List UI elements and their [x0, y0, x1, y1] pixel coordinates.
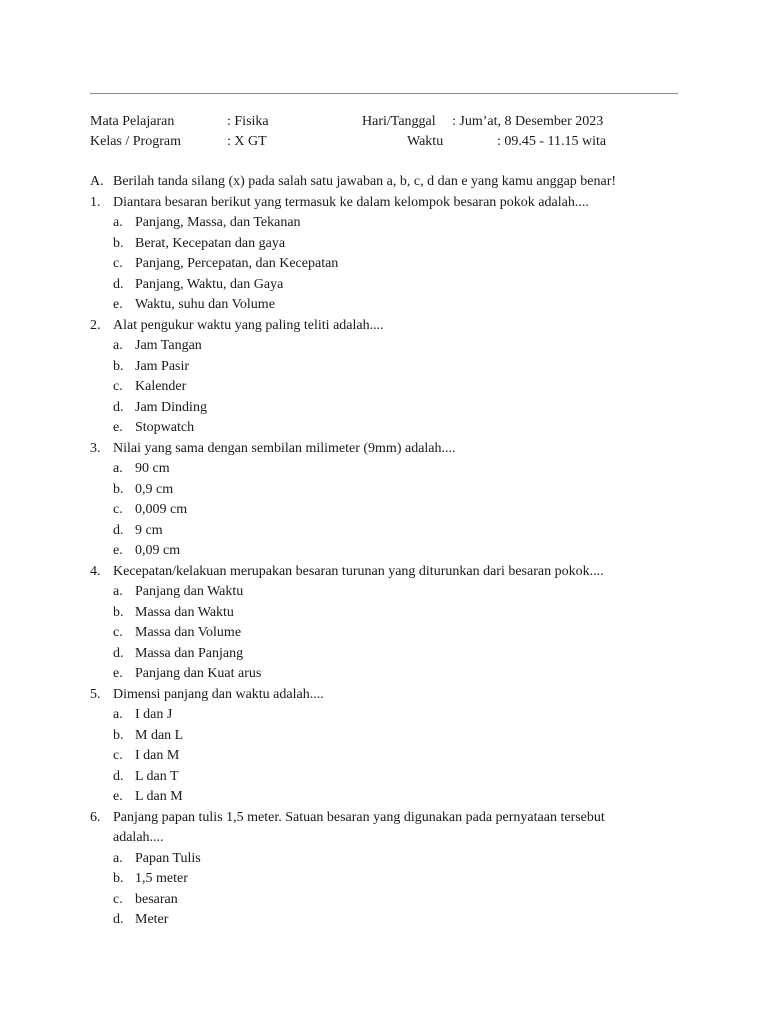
option-text: 0,09 cm — [135, 543, 181, 558]
option-text: 0,9 cm — [135, 481, 174, 497]
answer-option[interactable] — [90, 890, 690, 911]
question-text: Nilai yang sama dengan sembilan milimeter (9mm) adalah.... — [113, 440, 456, 456]
section-letter: A. — [90, 174, 104, 189]
option-text: Papan Tulis — [135, 850, 201, 866]
option-letter: e. — [113, 666, 123, 681]
option-letter: c. — [113, 891, 123, 907]
question-number: 6. — [90, 809, 101, 825]
option-text: Kalender — [135, 379, 187, 394]
option-letter: d. — [113, 276, 124, 292]
answer-option[interactable] — [90, 398, 690, 419]
instruction-text: Berilah tanda silang (x) pada salah satu jawaban a, b, c, d dan e yang kamu anggap benar! — [113, 174, 617, 189]
option-letter: e. — [113, 297, 123, 312]
option-text: Panjang dan Kuat arus — [135, 666, 262, 681]
option-text: Panjang dan Waktu — [135, 584, 244, 599]
answer-option[interactable] — [90, 213, 690, 234]
answer-option[interactable] — [90, 910, 690, 931]
option-letter: a. — [113, 461, 123, 476]
option-text: Panjang, Massa, dan Tekanan — [135, 215, 301, 230]
option-text: L dan T — [135, 768, 179, 784]
option-text: Jam Dinding — [135, 399, 207, 415]
question-text: Alat pengukur waktu yang paling teliti adalah.... — [113, 317, 384, 333]
answer-option[interactable] — [90, 234, 690, 255]
option-text: 9 cm — [135, 522, 163, 538]
question-1 — [90, 193, 690, 214]
answer-option[interactable] — [90, 705, 690, 726]
question-text: Panjang papan tulis 1,5 meter. Satuan besaran yang digunakan pada pernyataan tersebut adalah.... — [113, 809, 605, 845]
option-letter: e. — [113, 543, 123, 558]
question-6 — [90, 808, 690, 849]
option-letter: b. — [113, 727, 124, 743]
option-letter: d. — [113, 912, 124, 927]
option-text: Jam Pasir — [135, 358, 190, 374]
answer-option[interactable] — [90, 480, 690, 501]
answer-option[interactable] — [90, 459, 690, 480]
answer-option[interactable] — [90, 746, 690, 767]
question-number: 4. — [90, 563, 101, 579]
option-letter: d. — [113, 768, 124, 784]
option-letter: d. — [113, 522, 124, 538]
question-text: Kecepatan/kelakuan merupakan besaran turunan yang diturunkan dari besaran pokok.... — [113, 563, 604, 579]
option-letter: c. — [113, 502, 123, 517]
answer-option[interactable] — [90, 582, 690, 603]
option-letter: a. — [113, 707, 123, 722]
subject-value: : Fisika — [227, 114, 269, 129]
answer-option[interactable] — [90, 623, 690, 644]
option-letter: b. — [113, 235, 124, 251]
time-value: : 09.45 - 11.15 wita — [497, 134, 607, 149]
answer-option[interactable] — [90, 787, 690, 808]
time-label: Waktu — [407, 134, 444, 149]
answer-option[interactable] — [90, 377, 690, 398]
question-number: 1. — [90, 194, 101, 210]
answer-option[interactable] — [90, 869, 690, 890]
subject-label: Mata Pelajaran — [90, 114, 175, 129]
option-text: Waktu, suhu dan Volume — [135, 297, 275, 312]
option-letter: a. — [113, 850, 123, 866]
option-text: Massa dan Volume — [135, 625, 242, 640]
answer-option[interactable] — [90, 500, 690, 521]
option-text: 1,5 meter — [135, 871, 188, 886]
option-letter: e. — [113, 789, 123, 804]
option-text: Stopwatch — [135, 420, 195, 435]
option-letter: c. — [113, 625, 123, 640]
option-text: besaran — [135, 891, 178, 907]
answer-option[interactable] — [90, 357, 690, 378]
question-number: 2. — [90, 317, 101, 333]
answer-option[interactable] — [90, 644, 690, 665]
option-text: Jam Tangan — [135, 338, 202, 353]
option-letter: c. — [113, 256, 123, 271]
option-letter: e. — [113, 420, 123, 435]
section-instruction — [90, 172, 690, 193]
option-text: Massa dan Waktu — [135, 604, 234, 620]
date-label: Hari/Tanggal — [362, 114, 436, 129]
option-letter: c. — [113, 379, 123, 394]
answer-option[interactable] — [90, 541, 690, 562]
answer-option[interactable] — [90, 418, 690, 439]
question-number: 5. — [90, 686, 101, 702]
class-label: Kelas / Program — [90, 134, 181, 149]
date-value: : Jum’at, 8 Desember 2023 — [452, 114, 604, 129]
question-text: Diantara besaran berikut yang termasuk ke dalam kelompok besaran pokok adalah.... — [113, 194, 589, 210]
option-text: I dan M — [135, 748, 180, 763]
option-letter: c. — [113, 748, 123, 763]
answer-option[interactable] — [90, 726, 690, 747]
option-letter: a. — [113, 338, 123, 353]
option-text: Panjang, Waktu, dan Gaya — [135, 276, 284, 292]
option-letter: d. — [113, 399, 124, 415]
option-text: M dan L — [135, 727, 184, 743]
option-text: Berat, Kecepatan dan gaya — [135, 235, 286, 251]
answer-option[interactable] — [90, 295, 690, 316]
option-text: 0,009 cm — [135, 502, 188, 517]
answer-option[interactable] — [90, 275, 690, 296]
question-2 — [90, 316, 690, 337]
question-3 — [90, 439, 690, 460]
option-letter: b. — [113, 481, 124, 497]
answer-option[interactable] — [90, 254, 690, 275]
answer-option[interactable] — [90, 767, 690, 788]
answer-option[interactable] — [90, 521, 690, 542]
question-4 — [90, 562, 690, 583]
option-text: Meter — [135, 912, 169, 927]
option-letter: b. — [113, 871, 124, 886]
option-text: 90 cm — [135, 461, 170, 476]
question-text: Dimensi panjang dan waktu adalah.... — [113, 686, 324, 702]
question-list — [90, 172, 690, 931]
option-text: L dan M — [135, 789, 183, 804]
header-divider — [90, 93, 678, 94]
answer-option[interactable] — [90, 664, 690, 685]
option-text: Massa dan Panjang — [135, 645, 244, 661]
option-letter: b. — [113, 358, 124, 374]
class-value: : X GT — [227, 134, 267, 149]
question-5 — [90, 685, 690, 706]
option-letter: a. — [113, 215, 123, 230]
option-text: Panjang, Percepatan, dan Kecepatan — [135, 256, 339, 271]
option-letter: d. — [113, 645, 124, 661]
option-letter: b. — [113, 604, 124, 620]
answer-option[interactable] — [90, 603, 690, 624]
option-text: I dan J — [135, 707, 173, 722]
answer-option[interactable] — [90, 849, 690, 870]
answer-option[interactable] — [90, 336, 690, 357]
option-letter: a. — [113, 584, 123, 599]
question-number: 3. — [90, 440, 101, 456]
